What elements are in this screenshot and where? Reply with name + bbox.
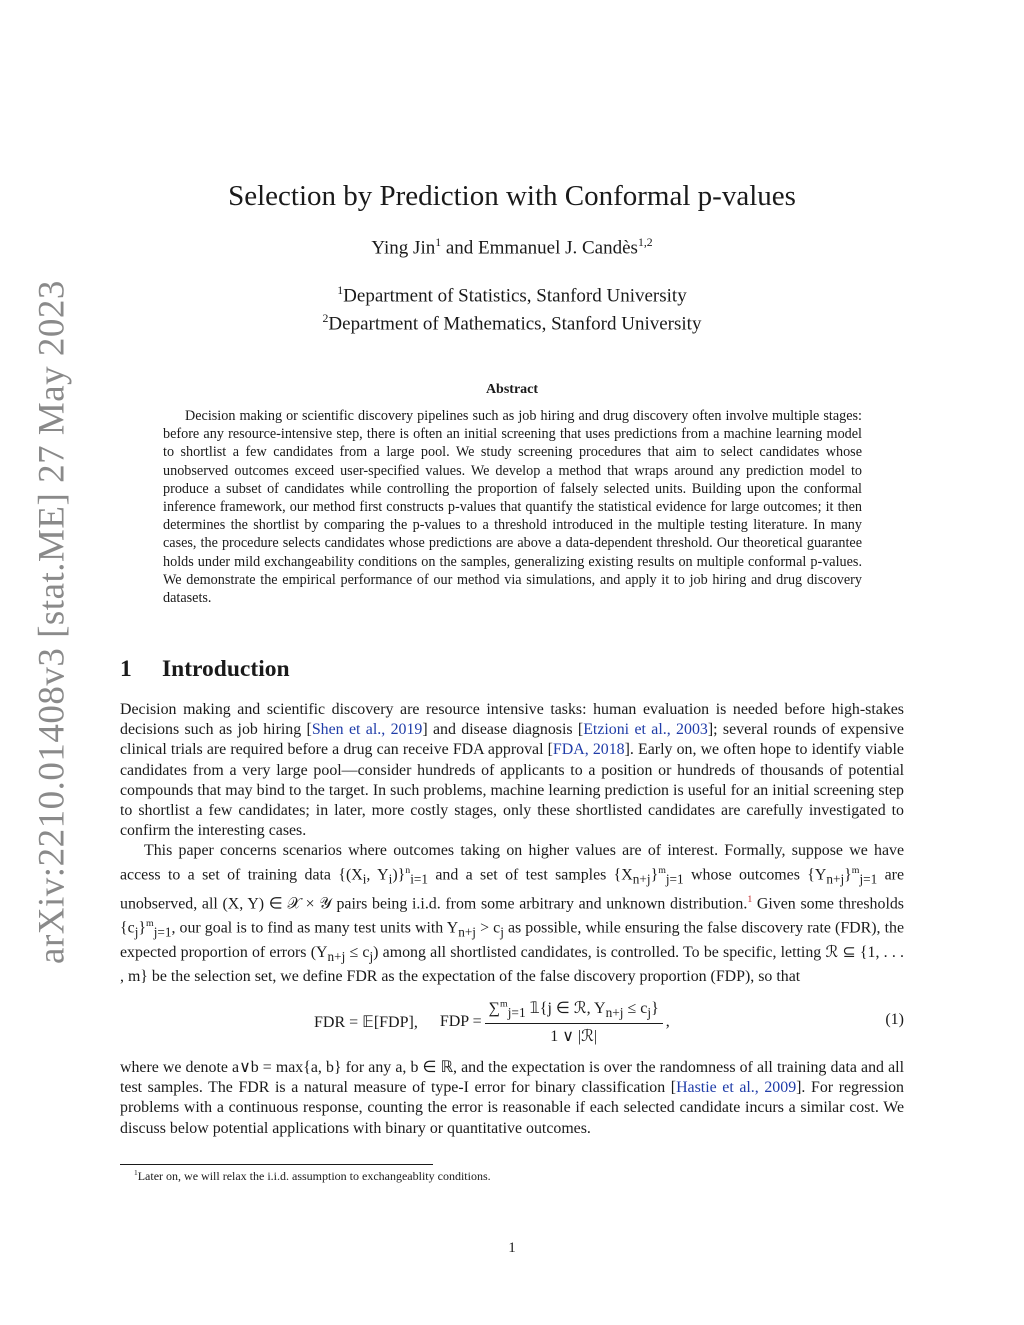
footnote-mark: 1 — [134, 1168, 138, 1177]
text-run: are unobserved, all (X, Y) ∈ 𝒳 × 𝒴 pairs being i.i.d. from some arbitrary and unknown distribution. — [120, 866, 904, 913]
math-sup: m — [851, 865, 860, 877]
page-number: 1 — [508, 1240, 516, 1256]
text-run: )} — [392, 866, 406, 884]
citation-year: 2019 — [390, 721, 423, 739]
equation-number: (1) — [885, 1011, 904, 1028]
math-sup: m — [500, 998, 508, 1010]
intro-paragraph-1 — [120, 700, 904, 841]
equation-comma: , — [665, 1013, 670, 1030]
text-run: , Y — [366, 866, 389, 884]
footnote-divider — [120, 1164, 433, 1165]
math-sub: j — [500, 924, 504, 940]
text-run: 𝟙{j ∈ ℛ, Y — [525, 999, 606, 1017]
text-run: ]. Early on, we often hope to identify viable candidates from a very large pool—consider hundreds of applicants to a position or hundreds of thousands of potential compounds that may bind to the target. In such problems, machine learning prediction is useful for an initial screening step to shortlist a few candidates; in later, more costly stages, only these shortlisted candidates are carefully investigated to confirm the interesting cases. — [120, 741, 904, 840]
equation-body — [314, 997, 670, 1047]
affiliation-line — [120, 279, 904, 307]
arxiv-identifier-stamp: arXiv:2210.01408v3 [stat.ME] 27 May 2023 — [31, 280, 73, 964]
author-affil-mark: 1,2 — [637, 236, 653, 249]
text-run: and a set of test samples {X — [427, 866, 633, 884]
text-run: > c — [475, 919, 501, 937]
sum-symbol: ∑ — [488, 999, 501, 1017]
math-sub: j=1 — [153, 924, 172, 940]
text-run: ) among all shortlisted candidates, is controlled. To be specific, letting ℛ ⊆ {1, . . . , m} be the selection set, we define FDR as the expectation of the false discovery proportion (FDP), so that — [120, 944, 904, 986]
citation-author: Hastie et al. — [676, 1079, 755, 1097]
affil-text: Department of Mathematics, Stanford University — [328, 313, 702, 335]
citation-link[interactable]: Hastie et al., 2009 — [676, 1079, 797, 1097]
text-run: ]. For regression problems with a continuous response, counting the error is reasonable if each selected candidate incurs a similar cost. We discuss below potential applications with binary or quantitative outcomes. — [120, 1079, 904, 1137]
intro-paragraph-2 — [120, 841, 904, 988]
author-name: Ying Jin — [371, 237, 436, 259]
citation-author: Shen et al. — [311, 721, 382, 739]
citation-link[interactable]: FDA, 2018 — [552, 741, 625, 759]
fraction-numerator — [485, 998, 663, 1024]
section-title: Introduction — [162, 656, 290, 682]
text-run: Decision making and scientific discovery are resource intensive tasks: human evaluation is needed before high-stakes decisions such as job hiring [ — [120, 701, 904, 739]
affil-text: Department of Statistics, Stanford University — [343, 285, 687, 307]
math-sup: n — [405, 865, 411, 877]
equation-lhs: FDR = 𝔼[FDP], — [314, 1014, 418, 1031]
math-sub: j=1 — [507, 1005, 526, 1021]
affil-mark: 1 — [337, 284, 344, 297]
text-run: whose outcomes {Y — [683, 866, 827, 884]
text-run: , our goal is to find as many test units with Y — [171, 919, 459, 937]
text-run: ]; several rounds of expensive clinical trials are required before a drug can receive FDA approval [ — [120, 721, 904, 759]
math-sub: n+j — [605, 1005, 624, 1021]
citation-link[interactable]: Shen et al., 2019 — [311, 721, 423, 739]
math-sub: i — [362, 871, 367, 887]
text-run: This paper concerns scenarios where outcomes taking on higher values are of interest. Formally, suppose we have access to a set of training data {(X — [120, 842, 904, 884]
text-run: Given some thresholds {c — [120, 895, 904, 937]
author-list — [120, 236, 904, 259]
text-run: ] and disease diagnosis [ — [422, 721, 584, 739]
text-run: } — [651, 999, 659, 1017]
intro-paragraph-3 — [120, 1058, 904, 1139]
affiliations — [120, 279, 904, 336]
math-sub: j=1 — [859, 871, 878, 887]
math-sub: i=1 — [410, 871, 428, 887]
math-sub: i — [388, 871, 393, 887]
author-name: Emmanuel J. Candès — [478, 237, 638, 259]
math-sub: n+j — [458, 924, 476, 940]
math-sub: j — [134, 924, 139, 940]
abstract-heading: Abstract — [485, 382, 539, 397]
equation-fdp-label: FDP = — [439, 1013, 482, 1030]
paper-title: Selection by Prediction with Conformal p-values — [228, 180, 796, 212]
math-sub: n+j — [826, 871, 845, 887]
math-sub: j — [647, 1005, 652, 1021]
text-run: } — [650, 866, 659, 884]
footnote-text: Later on, we will relax the i.i.d. assumption to exchangeablity conditions. — [137, 1169, 491, 1183]
fraction-denominator: 1 ∨ |ℛ| — [550, 1028, 598, 1046]
text-run: } — [844, 866, 852, 884]
footnote — [134, 1168, 491, 1184]
citation-link[interactable]: Etzioni et al., 2003 — [583, 721, 708, 739]
author-conjunction: and — [441, 237, 479, 259]
citation-year: 2009 — [764, 1079, 797, 1097]
text-run: ≤ c — [345, 944, 370, 962]
footnote-link[interactable]: 1 — [747, 893, 753, 905]
math-sub: n+j — [327, 949, 346, 965]
math-sub: j=1 — [665, 871, 684, 887]
affil-mark: 2 — [322, 312, 329, 326]
citation-year: 2003 — [676, 721, 708, 739]
math-sub: n+j — [632, 871, 651, 887]
equation-1 — [120, 997, 904, 1047]
author-affil-mark: 1 — [435, 236, 442, 249]
text-run: ≤ c — [623, 999, 648, 1017]
math-sup: m — [146, 918, 154, 930]
math-sup: m — [658, 865, 666, 877]
equation-fraction — [485, 998, 663, 1046]
text-run: where we denote a∨b = max{a, b} for any a, b ∈ ℝ, and the expectation is over the randomness of all training data and all test samples. The FDR is a natural measure of type-I error for binary classification [ — [120, 1059, 904, 1097]
abstract-text: Decision making or scientific discovery pipelines such as job hiring and drug discovery often involve multiple stages: before any resource-intensive step, there is often an initial screening that uses predictions from a machine learning model to shortlist a few candidates from a large pool. We study screening procedures that aim to select candidates whose unobserved outcomes exceed user-specified values. We develop a method that wraps around any prediction model to produce a subset of candidates while controlling the proportion of falsely selected units. Building upon the conformal inference framework, our method first constructs p-values that quantify the statistical evidence for large outcomes; it then determines the shortlist by comparing the p-values to a threshold introduced in the multiple testing literature. In many cases, the procedure selects candidates whose predictions are above a data-dependent threshold. Our theoretical guarantee holds under mild exchangeability conditions on the samples, generalizing existing results on multiple conformal p-values. We demonstrate the empirical performance of our method via simulations, and apply it to job hiring and drug discovery datasets. — [163, 408, 862, 607]
citation-author: Etzioni et al. — [583, 721, 667, 739]
section-number: 1 — [120, 656, 132, 682]
text-run: } — [138, 919, 147, 937]
text-run: as possible, while ensuring the false discovery rate (FDR), the expected proportion of errors (Y — [120, 919, 904, 962]
math-sub: j — [369, 949, 374, 965]
section-heading — [120, 656, 290, 683]
affiliation-line — [120, 307, 904, 335]
